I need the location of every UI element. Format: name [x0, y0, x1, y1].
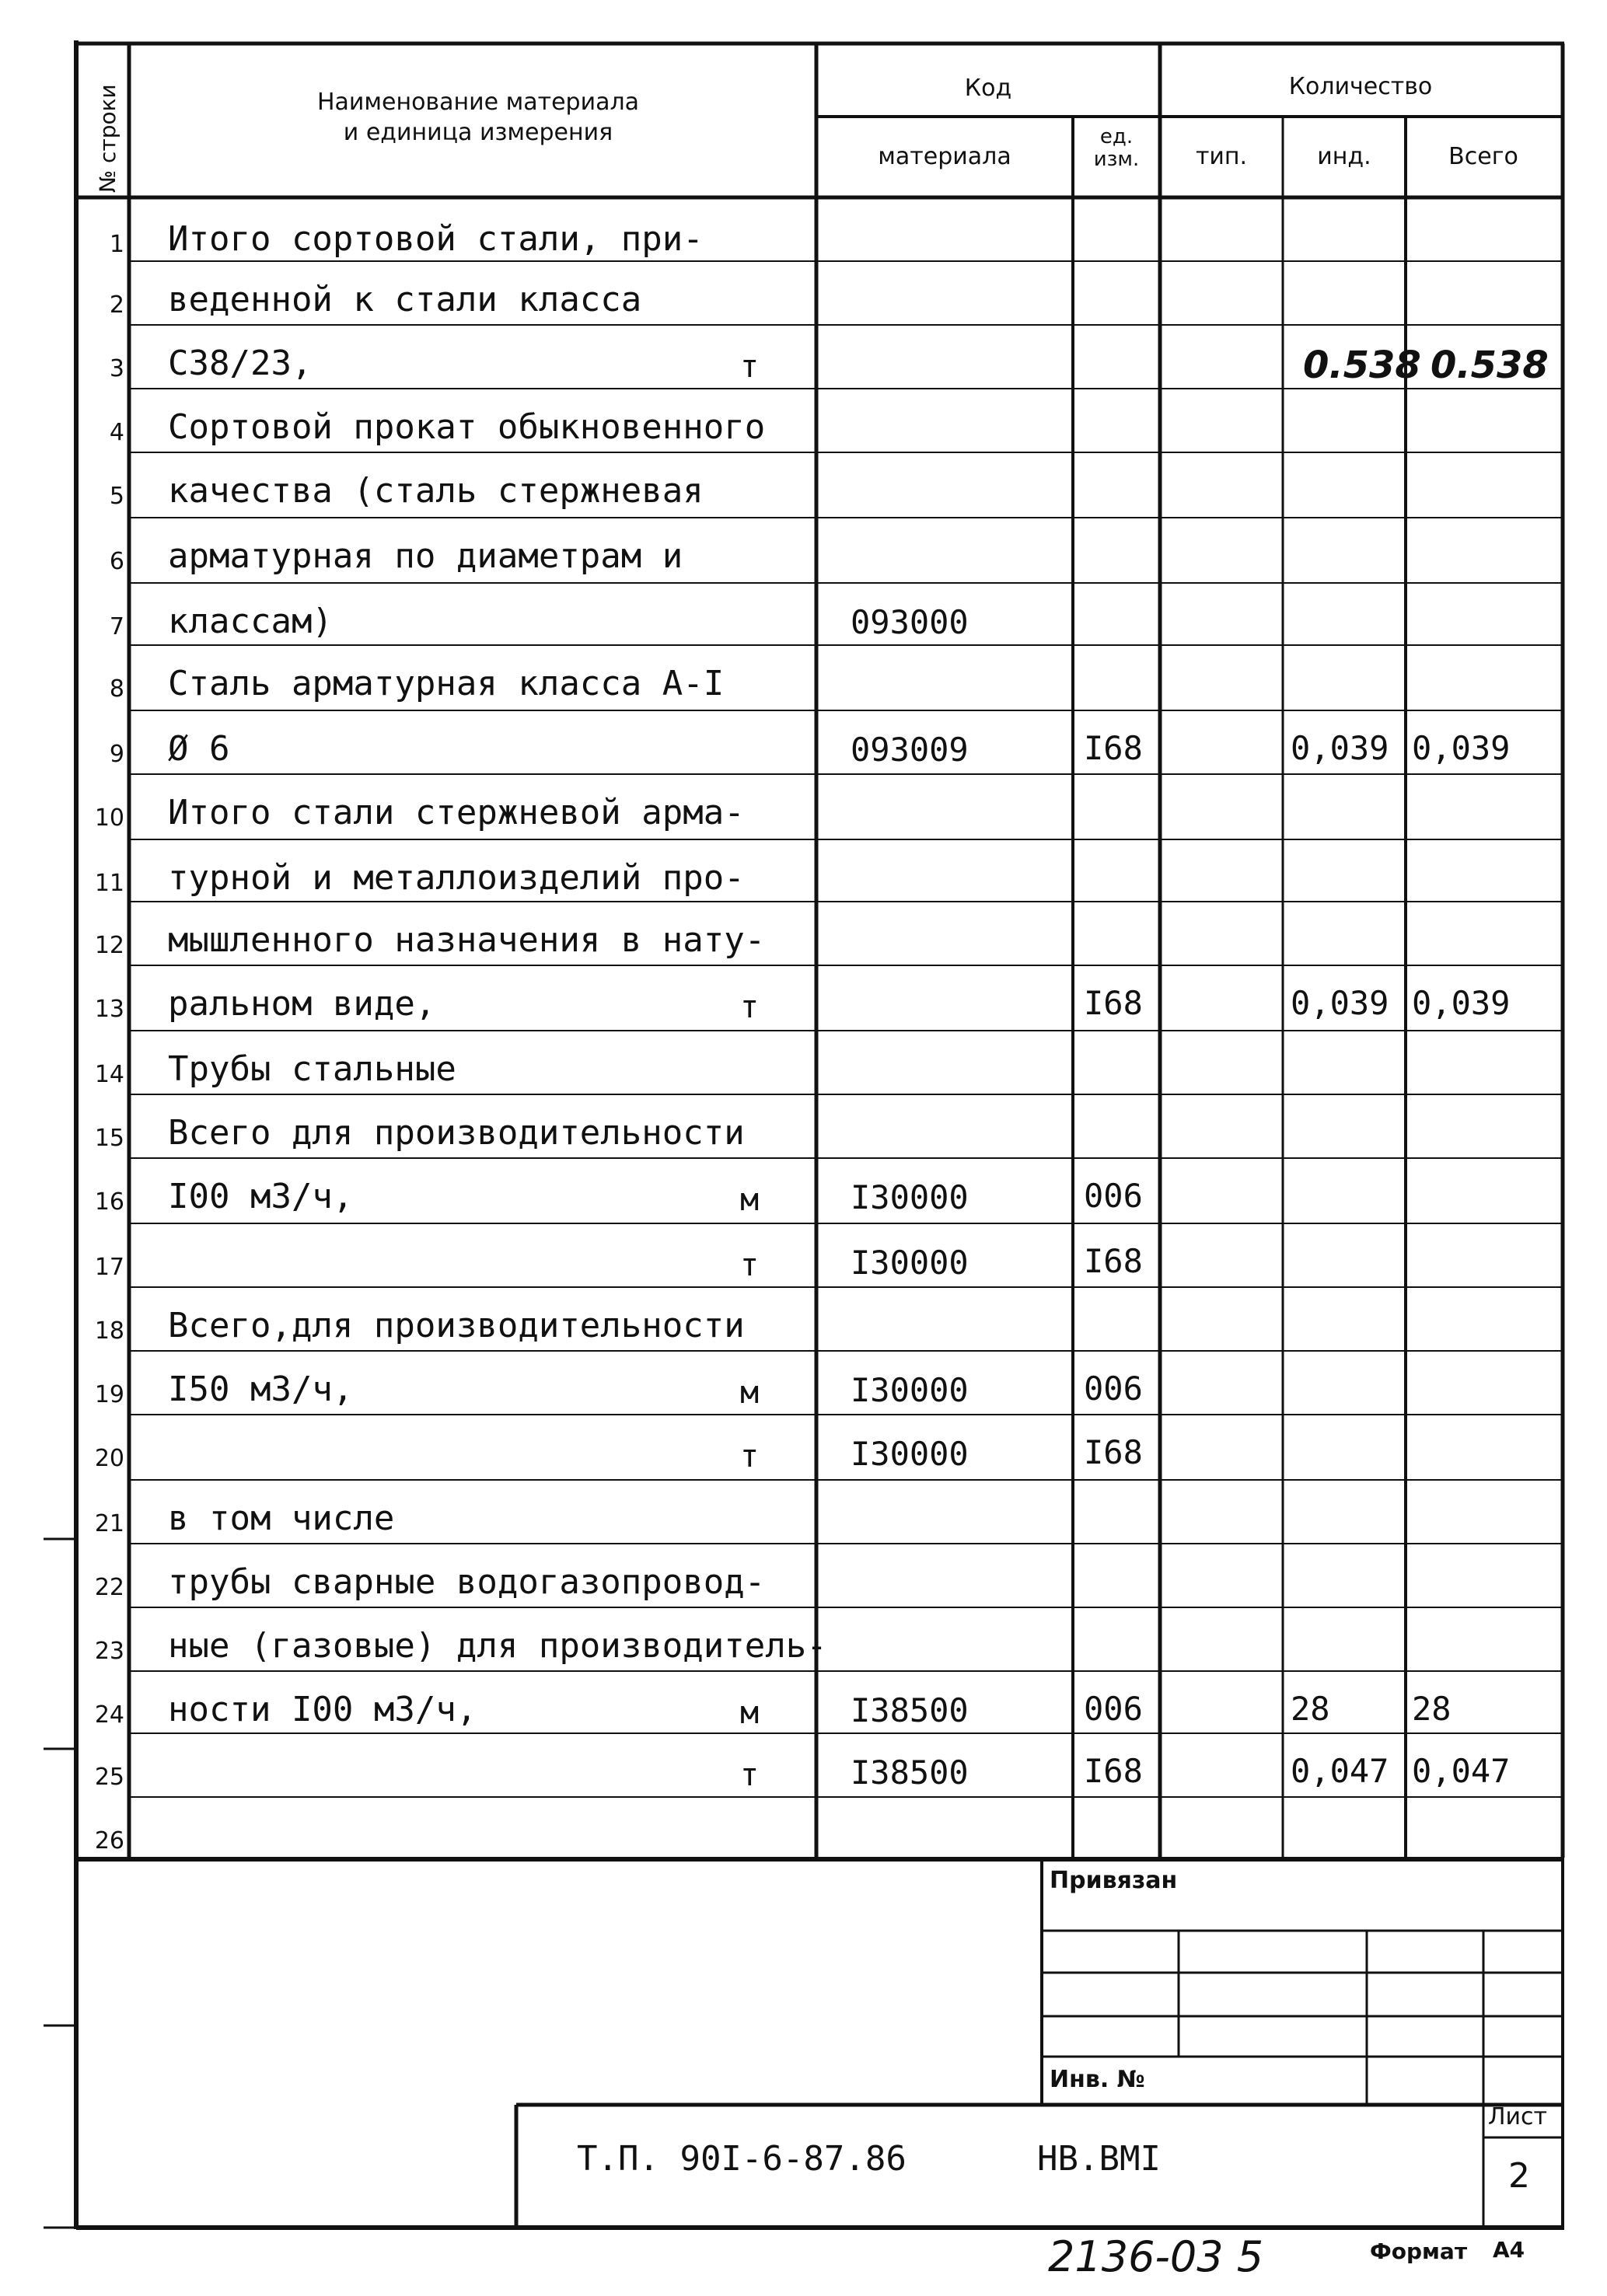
row-number: 6 — [109, 548, 124, 575]
unit-code: 006 — [1084, 1690, 1143, 1728]
row-number: 7 — [109, 613, 124, 640]
unit-code: 006 — [1084, 1177, 1143, 1215]
row-number: 16 — [94, 1188, 124, 1216]
name-header — [140, 87, 816, 148]
material-name: С38/23, — [168, 344, 313, 383]
unit-code: I68 — [1084, 1752, 1143, 1790]
row-number-header: № строки — [95, 84, 121, 193]
row-number: 22 — [94, 1574, 124, 1601]
sheet-label: Лист — [1488, 2103, 1548, 2130]
row-number: 8 — [109, 675, 124, 703]
handwritten-archive-number: 2136-03 5 — [1048, 2232, 1264, 2281]
qty-individual: 28 — [1291, 1690, 1330, 1728]
row-number: 4 — [109, 419, 124, 446]
row-number: 1 — [109, 231, 124, 258]
unit-code-header — [1073, 126, 1160, 170]
row-number: 26 — [94, 1827, 124, 1855]
material-name: ности I00 м3/ч, — [168, 1690, 477, 1729]
qty-total: 0.538 — [1431, 344, 1549, 387]
format-value: А4 — [1493, 2237, 1525, 2263]
row-number: 19 — [94, 1381, 124, 1408]
unit-code: I68 — [1084, 984, 1143, 1022]
material-name: Сталь арматурная класса А-I — [168, 664, 725, 703]
unit-of-measure: м — [740, 1695, 760, 1731]
code-group-header: Код — [964, 75, 1012, 102]
qty-individual: 0.538 — [1303, 344, 1421, 387]
material-name: качества (сталь стержневая — [168, 471, 704, 511]
name-header-line2: и единица измерения — [343, 119, 613, 146]
qty-individual: 0,039 — [1291, 984, 1389, 1022]
qty-total: 28 — [1412, 1690, 1452, 1728]
material-name: трубы сварные водогазопровод- — [168, 1562, 766, 1602]
unit-code: 006 — [1084, 1370, 1143, 1408]
row-number: 13 — [94, 996, 124, 1023]
material-code: I30000 — [851, 1244, 969, 1282]
inventory-number-label: Инв. № — [1050, 2066, 1145, 2093]
material-name: веденной к стали класса — [168, 280, 642, 319]
material-name: Всего для производительности — [168, 1113, 745, 1153]
material-name: мышленного назначения в нату- — [168, 920, 766, 960]
unit-of-measure: т — [740, 1439, 760, 1474]
qty-total: 0,047 — [1412, 1752, 1511, 1790]
row-number: 17 — [94, 1254, 124, 1281]
quantity-group-header: Количество — [1288, 73, 1433, 100]
format-label: Формат — [1370, 2238, 1468, 2264]
material-code-header: материала — [878, 143, 1011, 170]
material-name: I00 м3/ч, — [168, 1177, 354, 1216]
qty-total: 0,039 — [1412, 729, 1511, 767]
document-suffix: НВ.ВМI — [1037, 2139, 1161, 2179]
row-number: 10 — [94, 804, 124, 832]
row-number: 12 — [94, 932, 124, 959]
unit-of-measure: м — [740, 1375, 760, 1411]
row-number: 5 — [109, 483, 124, 510]
row-number: 2 — [109, 291, 124, 319]
material-name: ные (газовые) для производитель- — [168, 1626, 827, 1666]
material-code: I30000 — [851, 1178, 969, 1216]
name-header-line1: Наименование материала — [316, 89, 640, 116]
row-number: 11 — [94, 870, 124, 897]
material-name: в том числе — [168, 1499, 395, 1538]
row-number: 18 — [94, 1317, 124, 1345]
row-number: 3 — [109, 355, 124, 382]
qty-typical-header: тип. — [1195, 143, 1248, 170]
material-name: Всего,для производительности — [168, 1306, 745, 1345]
unit-code-header-line2: изм. — [1093, 147, 1140, 171]
material-name: Итого стали стержневой арма- — [168, 793, 745, 832]
linked-label: Привязан — [1050, 1867, 1178, 1894]
qty-total-header: Всего — [1448, 143, 1518, 170]
material-name: Трубы стальные — [168, 1049, 456, 1089]
row-number: 20 — [94, 1445, 124, 1472]
material-name: Ø 6 — [168, 729, 230, 769]
row-number: 23 — [94, 1638, 124, 1665]
row-number: 14 — [94, 1061, 124, 1088]
material-code: I38500 — [851, 1691, 969, 1729]
unit-of-measure: т — [740, 989, 760, 1025]
unit-code: I68 — [1084, 1433, 1143, 1471]
document-code: Т.П. 90I-6-87.86 — [577, 2139, 907, 2179]
row-number: 15 — [94, 1125, 124, 1152]
unit-of-measure: т — [740, 349, 760, 385]
material-code: I30000 — [851, 1371, 969, 1409]
material-name: I50 м3/ч, — [168, 1370, 354, 1409]
unit-code: I68 — [1084, 729, 1143, 767]
material-code: 093000 — [851, 603, 969, 641]
sheet-number: 2 — [1508, 2156, 1530, 2196]
qty-total: 0,039 — [1412, 984, 1511, 1022]
material-code: I38500 — [851, 1753, 969, 1792]
row-number: 24 — [94, 1701, 124, 1729]
material-name: классам) — [168, 602, 333, 641]
unit-code-header-line1: ед. — [1099, 125, 1134, 148]
row-number: 25 — [94, 1764, 124, 1791]
material-name: Итого сортовой стали, при- — [168, 219, 704, 259]
unit-code: I68 — [1084, 1242, 1143, 1280]
material-name: турной и металлоизделий про- — [168, 858, 745, 898]
unit-of-measure: т — [740, 1247, 760, 1283]
row-number: 21 — [94, 1510, 124, 1537]
unit-of-measure: м — [740, 1182, 760, 1218]
qty-individual: 0,047 — [1291, 1752, 1389, 1790]
material-name: ральном виде, — [168, 984, 436, 1024]
material-name: Сортовой прокат обыкновенного — [168, 407, 766, 447]
qty-individual: 0,039 — [1291, 729, 1389, 767]
material-code: 093009 — [851, 731, 969, 769]
qty-individual-header: инд. — [1317, 143, 1371, 170]
material-code: I30000 — [851, 1435, 969, 1473]
material-name: арматурная по диаметрам и — [168, 536, 683, 576]
unit-of-measure: т — [740, 1757, 760, 1793]
row-number: 9 — [109, 741, 124, 768]
